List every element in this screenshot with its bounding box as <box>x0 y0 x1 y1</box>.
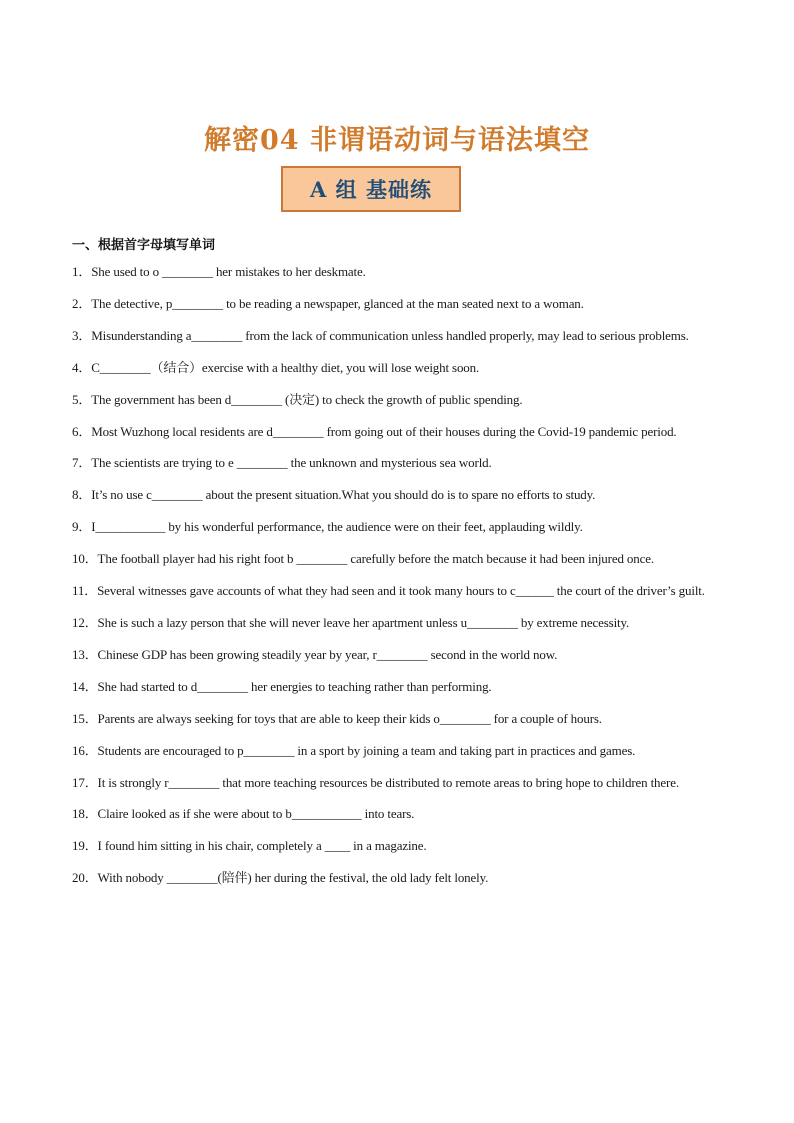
question-item: 11．Several witnesses gave accounts of what they had seen and it took many hours to c______ the court of the driver’s guilt. <box>72 583 705 599</box>
question-item: 10．The football player had his right foot b ________ carefully before the match because it had been injured once. <box>72 551 654 567</box>
question-item: 3．Misunderstanding a________ from the lack of communication unless handled properly, may lead to serious problems. <box>72 327 689 343</box>
question-item: 15．Parents are always seeking for toys that are able to keep their kids o________ for a couple of hours. <box>72 710 602 726</box>
question-item: 7．The scientists are trying to e ________ the unknown and mysterious sea world. <box>72 455 492 471</box>
question-item: 8．It’s no use c________ about the present situation.What you should do is to spare no efforts to study. <box>72 487 596 503</box>
question-list <box>72 256 722 894</box>
group-label: A 组 基础练 <box>310 177 432 202</box>
question-item: 20．With nobody ________(陪伴) her during the festival, the old lady felt lonely. <box>72 870 489 886</box>
question-item: 9．I___________ by his wonderful performance, the audience were on their feet, applauding wildly. <box>72 519 583 535</box>
question-item: 17．It is strongly r________ that more teaching resources be distributed to remote areas to bring hope to children there. <box>72 774 679 790</box>
question-item: 4．C________（结合）exercise with a healthy diet, you will lose weight soon. <box>72 359 480 375</box>
question-item: 12．She is such a lazy person that she will never leave her apartment unless u________ by extreme necessity. <box>72 614 630 630</box>
question-item: 5．The government has been d________ (决定) to check the growth of public spending. <box>72 391 523 407</box>
question-item: 6．Most Wuzhong local residents are d________ from going out of their houses during the Covid-19 pandemic period. <box>72 423 677 439</box>
page-title: 解密04 非谓语动词与语法填空 <box>204 125 590 156</box>
question-item: 2．The detective, p________ to be reading a newspaper, glanced at the man seated next to a woman. <box>72 295 584 311</box>
section-heading: 一、根据首字母填写单词 <box>72 238 216 253</box>
question-item: 14．She had started to d________ her energies to teaching rather than performing. <box>72 678 492 694</box>
question-item: 18．Claire looked as if she were about to b___________ into tears. <box>72 806 415 822</box>
question-item: 13．Chinese GDP has been growing steadily year by year, r________ second in the world now. <box>72 646 558 662</box>
question-item: 1．She used to o ________ her mistakes to her deskmate. <box>72 264 366 279</box>
question-item: 19．I found him sitting in his chair, completely a ____ in a magazine. <box>72 838 427 854</box>
question-item: 16．Students are encouraged to p________ in a sport by joining a team and taking part in practices and games. <box>72 742 636 758</box>
group-label-box <box>281 166 461 212</box>
